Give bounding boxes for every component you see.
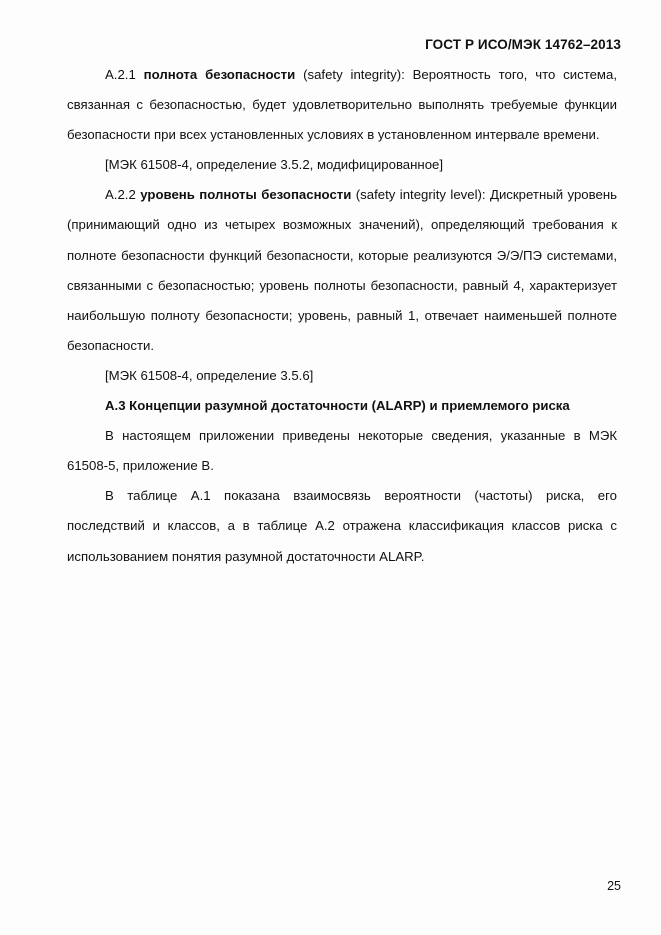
document-body <box>67 60 617 572</box>
standard-header: ГОСТ Р ИСО/МЭК 14762–2013 <box>425 37 621 52</box>
paragraph-a3-1: В настоящем приложении приведены некоторые сведения, указанные в МЭК 61508-5, приложение B. <box>67 428 617 474</box>
definition-term: полнота безопасности <box>143 67 296 82</box>
section-heading-a3: A.3 Концепции разумной достаточности (ALARP) и приемлемого риска <box>105 398 570 414</box>
reference-a22: [МЭК 61508-4, определение 3.5.6] <box>105 367 314 383</box>
definition-number: A.2.1 <box>105 67 136 82</box>
paragraph-a3-2: В таблице A.1 показана взаимосвязь вероятности (частоты) риска, его последствий и классов, а в таблице A.2 отражена классификация классов риска с использованием понятия разумной достаточности ALARP. <box>67 488 617 564</box>
page-number: 25 <box>607 879 621 893</box>
definition-a21 <box>67 60 617 150</box>
definition-text: (safety integrity level): Дискретный уровень (принимающий одно из четырех возможных значений), определяющий требования к полноте безопасности функций безопасности, которые реализуются Э/Э/ПЭ системами, связанными с безопасностью; уровень полноты безопасности, равный 4, характеризует наибольшую полноту безопасности; уровень, равный 1, отвечает наименьшей полноте безопасности. <box>67 187 617 353</box>
definition-text: (safety integrity): Вероятность того, что система, связанная с безопасностью, будет удовлетворительно выполнять требуемые функции безопасности при всех установленных условиях в установленном интервале времени. <box>67 67 617 143</box>
definition-term: уровень полноты безопасности <box>140 187 352 203</box>
definition-a22 <box>67 180 617 361</box>
reference-a21: [МЭК 61508-4, определение 3.5.2, модифицированное] <box>105 157 444 173</box>
definition-number: A.2.2 <box>105 187 136 203</box>
